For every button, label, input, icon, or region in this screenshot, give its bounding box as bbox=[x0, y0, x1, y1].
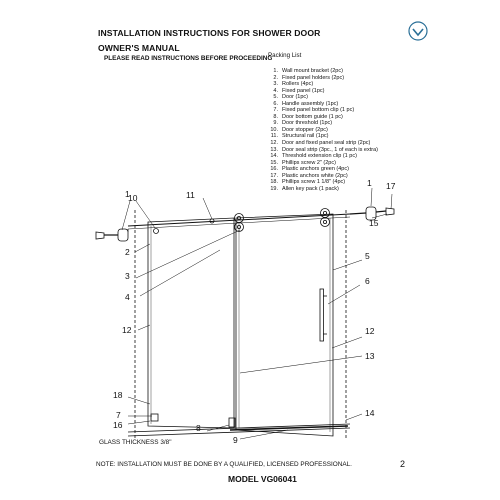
packing-item-text: Door and fixed panel seal strip (2pc) bbox=[282, 140, 371, 147]
callout-7: 7 bbox=[116, 410, 121, 420]
callout-13: 13 bbox=[365, 351, 375, 361]
callout-9: 9 bbox=[233, 435, 238, 445]
glass-thickness-label: GLASS THICKNESS 3/8" bbox=[99, 439, 172, 446]
packing-item-number: 10. bbox=[270, 126, 278, 133]
packing-item-text: Door stopper (2pc) bbox=[282, 126, 328, 133]
callout-10: 10 bbox=[128, 193, 138, 203]
callout-2: 2 bbox=[125, 247, 130, 257]
packing-item-number: 16. bbox=[270, 166, 278, 173]
packing-item-text: Fixed panel bottom clip (1 pc) bbox=[282, 107, 355, 114]
packing-item-number: 6. bbox=[273, 100, 278, 107]
manual-title: OWNER'S MANUAL bbox=[98, 43, 180, 53]
callout-5: 5 bbox=[365, 251, 370, 261]
packing-item-text: Threshold extension clip (1 pc) bbox=[282, 153, 357, 160]
packing-item-number: 9. bbox=[273, 120, 278, 127]
installation-note: NOTE: INSTALLATION MUST BE DONE BY A QUALIFIED, LICENSED PROFESSIONAL. bbox=[96, 461, 352, 468]
fixed-panel-bottom-clip bbox=[151, 414, 158, 421]
callout-15: 15 bbox=[369, 218, 379, 228]
callout-16: 16 bbox=[113, 420, 123, 430]
packing-item-number: 2. bbox=[273, 74, 278, 81]
packing-item-number: 3. bbox=[273, 81, 278, 88]
fixed-panel bbox=[148, 218, 234, 428]
packing-list-title: Packing List bbox=[268, 52, 302, 59]
callout-6: 6 bbox=[365, 276, 370, 286]
packing-item-number: 11. bbox=[270, 133, 278, 140]
packing-item-number: 15. bbox=[270, 159, 278, 166]
packing-item-number: 18. bbox=[270, 179, 278, 186]
packing-item-text: Handle assembly (1pc) bbox=[282, 100, 339, 107]
callout-8: 8 bbox=[196, 423, 201, 433]
packing-item-number: 4. bbox=[273, 87, 278, 94]
packing-item-text: Rollers (4pc) bbox=[282, 81, 314, 88]
packing-item-text: Plastic anchors white (2pc) bbox=[282, 172, 348, 179]
packing-item-text: Plastic anchors green (4pc) bbox=[282, 166, 349, 173]
callout-17: 17 bbox=[386, 181, 396, 191]
callout-1-right: 1 bbox=[367, 178, 372, 188]
packing-item-text: Wall mount bracket (2pc) bbox=[282, 68, 343, 74]
door-panel bbox=[236, 214, 333, 436]
packing-item-text: Door seal strip (3pc., 1 of each is extra) bbox=[282, 146, 378, 153]
callout-14: 14 bbox=[365, 408, 375, 418]
callout-18: 18 bbox=[113, 390, 123, 400]
callout-12-left: 12 bbox=[122, 325, 132, 335]
document-title: INSTALLATION INSTRUCTIONS FOR SHOWER DOOR bbox=[98, 28, 321, 38]
callout-12-right: 12 bbox=[365, 326, 375, 336]
packing-item-number: 12. bbox=[270, 140, 278, 147]
left-anchor bbox=[96, 232, 104, 239]
packing-item-number: 5. bbox=[273, 94, 278, 101]
left-wall-bracket bbox=[118, 229, 128, 241]
packing-item-number: 7. bbox=[273, 107, 278, 114]
packing-item-text: Allen key pack (1 pack) bbox=[282, 185, 339, 192]
packing-item-number: 19. bbox=[270, 185, 278, 192]
read-instructions-warning: PLEASE READ INSTRUCTIONS BEFORE PROCEEDING bbox=[104, 55, 273, 62]
packing-item-number: 8. bbox=[273, 113, 278, 120]
model-number: MODEL VG06041 bbox=[228, 474, 297, 484]
callout-1-left: 1 bbox=[125, 189, 130, 199]
packing-item-number: 1. bbox=[273, 68, 278, 74]
packing-item-text: Phillips screw 2" (2pc) bbox=[282, 159, 336, 166]
callout-4: 4 bbox=[125, 292, 130, 302]
packing-item-text: Door (1pc) bbox=[282, 94, 308, 101]
roller-3 bbox=[321, 209, 330, 218]
right-anchor bbox=[386, 208, 394, 215]
packing-item-number: 13. bbox=[270, 146, 278, 153]
packing-item-number: 17. bbox=[270, 172, 278, 179]
page-number: 2 bbox=[400, 459, 406, 469]
packing-item-text: Phillips screw 1 1/8" (4pc) bbox=[282, 179, 346, 186]
packing-item-text: Fixed panel (1pc) bbox=[282, 87, 325, 94]
callout-11: 11 bbox=[186, 190, 195, 200]
packing-item-text: Fixed panel holders (2pc) bbox=[282, 74, 345, 81]
callout-3: 3 bbox=[125, 271, 130, 281]
packing-item-text: Door bottom guide (1 pc) bbox=[282, 113, 343, 120]
door-stopper-left bbox=[154, 229, 159, 234]
packing-item-text: Door threshold (1pc) bbox=[282, 120, 333, 127]
door-handle bbox=[320, 289, 324, 341]
roller-4 bbox=[321, 218, 330, 227]
packing-item-number: 14. bbox=[270, 153, 278, 160]
packing-item-text: Structural rail (1pc) bbox=[282, 133, 329, 140]
